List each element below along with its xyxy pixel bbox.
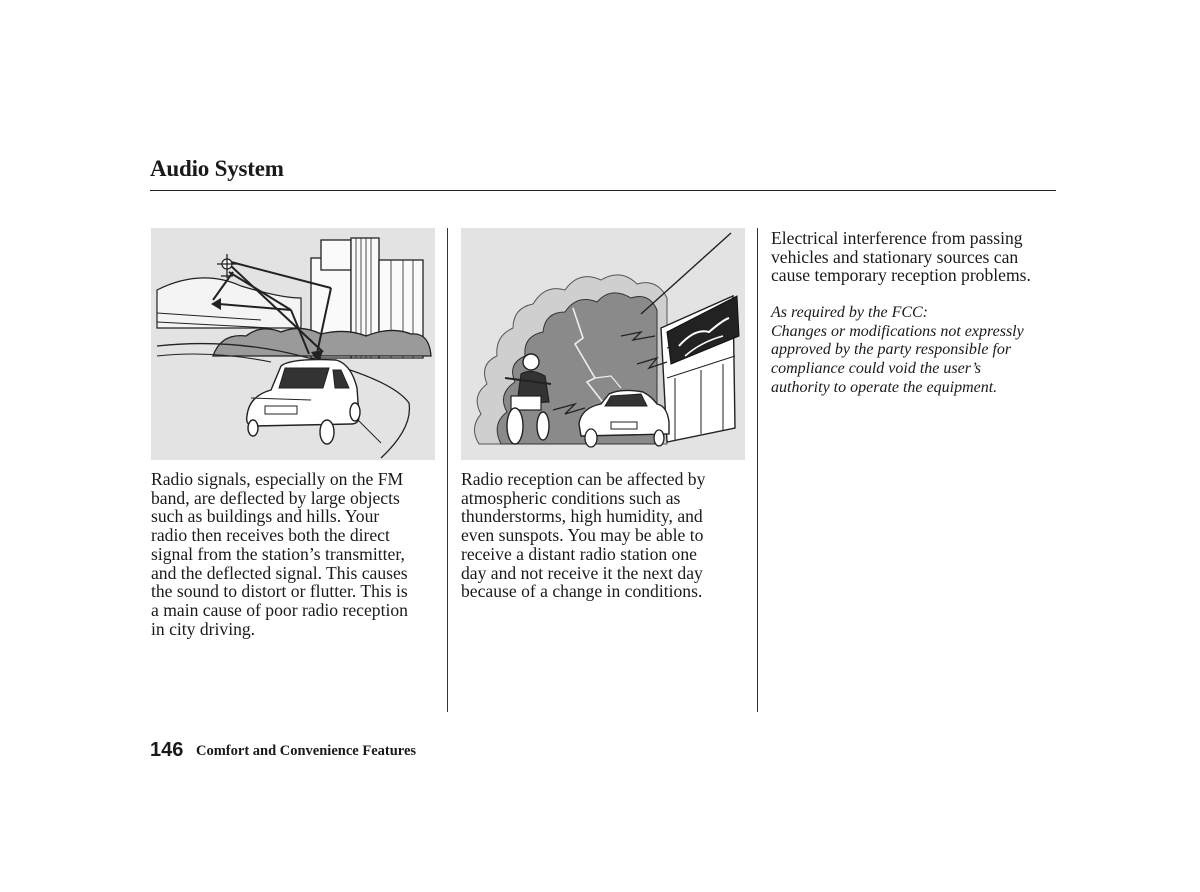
- thunderstorm-interference-illustration: [461, 228, 745, 460]
- page-number: 146: [150, 739, 184, 761]
- column-divider-left: [447, 228, 448, 712]
- signal-deflection-figure: [151, 228, 435, 460]
- title-rule: [150, 190, 1056, 191]
- radio-signal-deflection-illustration: [151, 228, 435, 460]
- interference-paragraph: Electrical interference from passing vehicles and stationary sources can cause temporary reception problems.: [771, 228, 1031, 286]
- deflection-paragraph: Radio signals, especially on the FM band, are deflected by large objects such as buildings and hills. Your radio then receives both the direct signal from the station’s transmitter, and the deflected signal. This causes the sound to distort or flutter. This is a main cause of poor radio reception in city driving.: [151, 469, 408, 639]
- column-divider-right: [757, 228, 758, 712]
- footer-section-name: Comfort and Convenience Features: [196, 743, 417, 759]
- atmospheric-paragraph: Radio reception can be affected by atmospheric conditions such as thunderstorms, high humidity, and even sunspots. You may be able to receive a distant radio station one day and not receive it the next day because of a change in conditions.: [461, 469, 706, 602]
- section-title: Audio System: [150, 156, 284, 181]
- fcc-notice: As required by the FCC: Changes or modifications not expressly approved by the party responsible for compliance could void the user’s authority to operate the equipment.: [771, 304, 1024, 396]
- thunderstorm-figure: [461, 228, 745, 460]
